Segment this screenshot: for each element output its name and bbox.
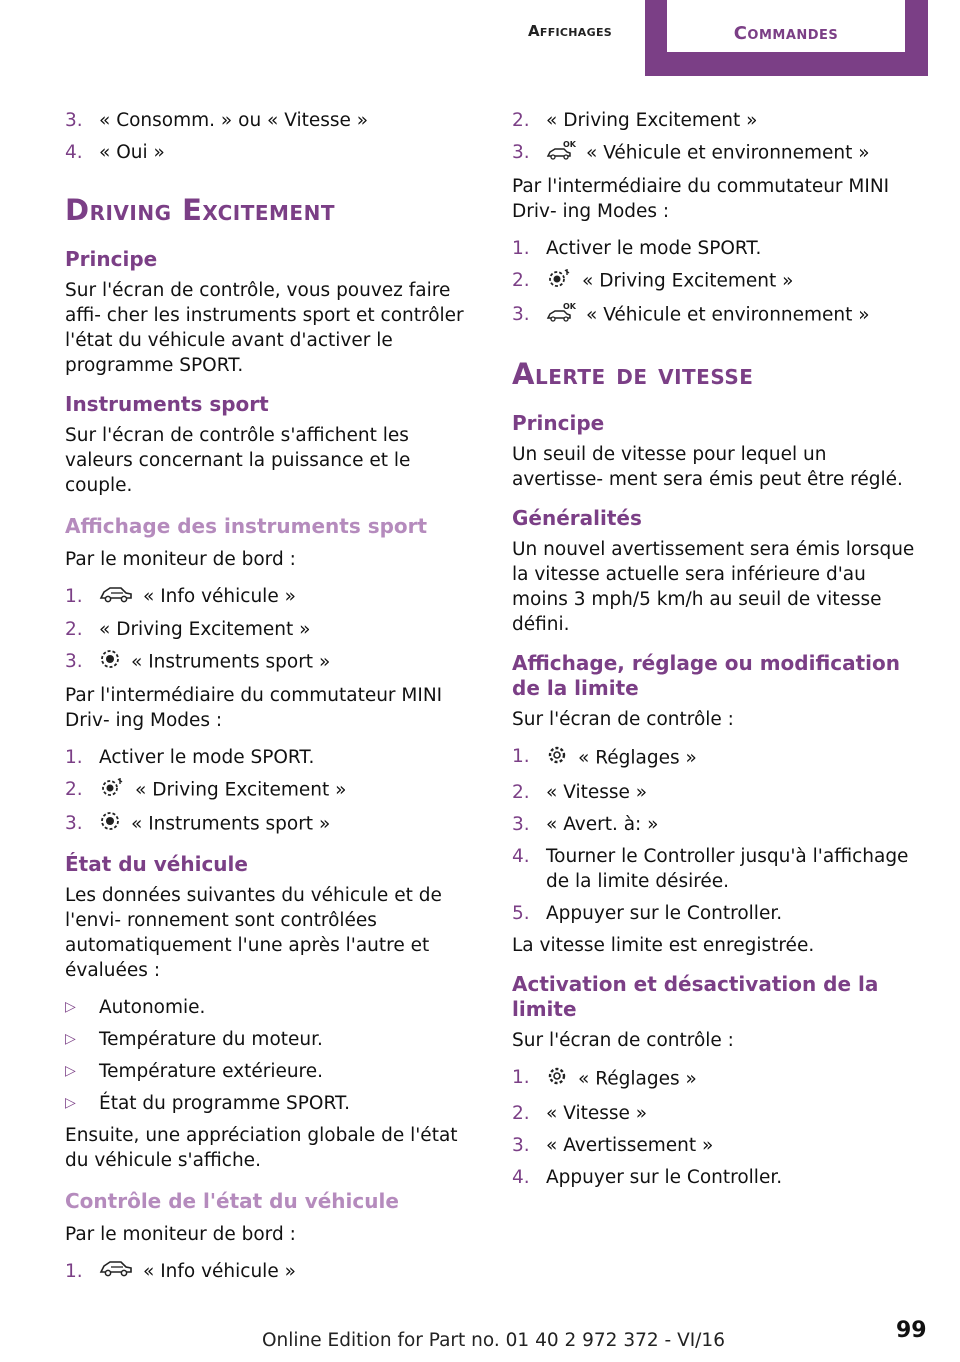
enregistree-text: La vitesse limite est enregistrée. [512,935,815,956]
section-title-alerte-vitesse: Alerte de vitesse [512,357,754,391]
triangle-bullet-icon: ▷ [65,1062,76,1079]
list-item [512,140,922,167]
list-item [65,777,475,804]
settings-gear-icon [546,744,568,773]
bullet-text: État du programme SPORT. [99,1092,350,1114]
driving-excitement-icon [546,268,572,295]
right-column [512,108,922,1197]
list-item [65,649,475,676]
tab-affichages[interactable]: Affichages [528,22,612,40]
list-number: 1. [512,1067,530,1088]
list-item [512,1133,922,1158]
list-text-wrap [99,649,475,676]
list-text: « Réglages » [578,1068,697,1090]
list-text: « Driving Excitement » [135,779,347,800]
list-number: 1. [65,746,83,768]
heading-affichage-instruments: Affichage des instruments sport [65,514,428,538]
instruments-text: Sur l'écran de contrôle s'affichent les valeurs concernant la puissance et le couple. [65,425,411,496]
etat-text: Les données suivantes du véhicule et de l'envi‐ ronnement sont contrôlées automatiquement l'une après l'autre et évaluées : [65,884,442,981]
list-text-wrap [546,1101,922,1126]
bullet-text: Température extérieure. [99,1060,324,1082]
list-item [65,108,475,133]
list-number: 3. [512,304,530,325]
list-text: « Véhicule et environnement » [586,304,870,326]
list-number: 1. [512,238,530,259]
commutateur-text-right: Par l'intermédiaire du commutateur MINI Driv‐ ing Modes : [512,176,890,222]
list-item [65,584,475,610]
list-number: 2. [512,1103,530,1124]
bullet-item [65,1059,475,1084]
list-item [512,268,922,295]
list-text: Tourner le Controller jusqu'à l'affichage de la limite désirée. [546,846,909,892]
page-number: 99 [896,1318,927,1343]
activation-text: Sur l'écran de contrôle : [512,1030,734,1051]
car-info-icon [99,1259,133,1284]
list-text-wrap [546,1133,922,1158]
list-number: 5. [512,903,530,924]
list-number: 1. [65,1260,83,1282]
list-text-wrap [546,1165,922,1190]
etat-bullets [65,995,475,1116]
heading-generalites: Généralités [512,506,642,530]
car-info-icon [99,585,133,610]
section-title-driving-excitement: Driving Excitement [65,193,335,227]
activation-list [512,1065,922,1190]
list-item [65,617,475,642]
tab-commandes[interactable] [645,0,928,76]
list-text-wrap [99,1259,475,1285]
continued-list [512,108,922,167]
list-text: « Info véhicule » [143,586,296,607]
page-header [0,0,960,80]
list-text-wrap [99,745,475,770]
list-text: « Réglages » [578,747,697,769]
list-text: « Vitesse » [546,1103,648,1124]
list-number: 1. [512,746,530,767]
list-text: « Consomm. » ou « Vitesse » [99,110,369,131]
list-number: 3. [512,1135,530,1156]
list-text-wrap [546,812,922,837]
list-text: Appuyer sur le Controller. [546,903,783,924]
list-text: « Oui » [99,142,165,163]
list-text-wrap [99,777,475,804]
list-text: « Driving Excitement » [582,270,794,292]
list-text-wrap [546,140,922,167]
list-item [512,302,922,329]
list-text-wrap [546,780,922,805]
heading-activation-limite: Activation et désactivation de la limite [512,972,879,1021]
controle-list [65,1259,475,1285]
list-text: « Driving Excitement » [99,618,311,640]
list-text-wrap [99,108,475,133]
list-text-wrap [546,268,922,295]
list-number: 2. [65,618,83,640]
list-text: « Avertissement » [546,1135,714,1156]
list-text: « Info véhicule » [143,1260,296,1282]
heading-instruments-sport: Instruments sport [65,392,269,416]
car-ok-icon [546,302,576,329]
heading-etat-vehicule: État du véhicule [65,851,248,876]
list-item [512,236,922,261]
list-number: 2. [512,782,530,803]
list-number: 4. [65,142,83,163]
list-number: 2. [512,270,530,291]
list-number: 3. [512,142,530,163]
list-text-wrap [546,108,922,133]
list-number: 3. [65,110,83,131]
bullet-text: Autonomie. [99,996,206,1018]
list-text-wrap [99,140,475,165]
sport-gauge-icon [99,649,121,676]
affichage-list [512,744,922,926]
list-item [512,108,922,133]
sport-gauge-icon [99,811,121,838]
list-item [65,1259,475,1285]
bullet-item [65,1091,475,1116]
affichage-text: Sur l'écran de contrôle : [512,709,734,730]
list-item [65,745,475,770]
moniteur-list [65,584,475,676]
list-text-wrap [546,844,922,894]
list-item [65,811,475,838]
list-item [512,901,922,926]
commutateur-list [65,745,475,838]
list-item [512,812,922,837]
list-text-wrap [546,901,922,926]
list-number: 1. [65,586,83,607]
list-item [65,140,475,165]
triangle-bullet-icon: ▷ [65,1094,76,1111]
list-text-wrap [99,617,475,642]
list-text-wrap [546,236,922,261]
triangle-bullet-icon: ▷ [65,1030,76,1047]
list-text: Activer le mode SPORT. [546,238,762,259]
list-text: « Véhicule et environnement » [586,142,870,164]
list-text: « Avert. à: » [546,814,659,835]
list-text: Appuyer sur le Controller. [546,1167,783,1188]
heading-principe-right: Principe [512,411,605,435]
principe-text: Sur l'écran de contrôle, vous pouvez faire affi‐ cher les instruments sport et contrôler l'état du véhicule avant d'activer le programme SPORT. [65,280,464,376]
list-number: 3. [65,812,83,834]
svg-text:OK: OK [563,302,576,311]
list-text-wrap [99,584,475,610]
commutateur-list-right [512,236,922,329]
list-number: 4. [512,846,530,867]
principe-text-right: Un seuil de vitesse pour lequel un avertisse‐ ment sera émis peut être réglé. [512,444,903,490]
list-text-wrap [99,811,475,838]
list-text-wrap [546,744,922,773]
list-item [512,780,922,805]
list-item [512,1065,922,1094]
list-item [512,1165,922,1190]
controle-text: Par le moniteur de bord : [65,1223,296,1245]
heading-principe: Principe [65,247,158,271]
list-item [512,744,922,773]
left-column [65,108,475,1291]
svg-text:OK: OK [563,140,576,149]
settings-gear-icon [546,1065,568,1094]
intro-list [65,108,475,165]
list-item [512,1101,922,1126]
list-text: « Vitesse » [546,782,648,803]
list-text: « Driving Excitement » [546,110,758,131]
bullet-text: Température du moteur. [99,1028,323,1050]
list-text-wrap [546,1065,922,1094]
list-item [512,844,922,894]
list-number: 3. [65,650,83,672]
commutateur-text: Par l'intermédiaire du commutateur MINI Driv‐ ing Modes : [65,684,443,731]
list-number: 4. [512,1167,530,1188]
list-number: 2. [65,778,83,800]
car-ok-icon [546,140,576,167]
bullet-item [65,995,475,1020]
driving-excitement-icon [99,777,125,804]
list-number: 2. [512,110,530,131]
footer-edition: Online Edition for Part no. 01 40 2 972 372 - VI/16 [262,1330,725,1351]
ensuite-text: Ensuite, une appréciation globale de l'état du véhicule s'affiche. [65,1124,458,1171]
triangle-bullet-icon: ▷ [65,998,76,1015]
generalites-text: Un nouvel avertissement sera émis lorsque la vitesse actuelle sera inférieure d'au moins 3 mph/5 km/h au seuil de vitesse défini. [512,539,915,635]
list-number: 3. [512,814,530,835]
list-text: Activer le mode SPORT. [99,746,315,768]
list-text-wrap [546,302,922,329]
heading-controle-etat: Contrôle de l'état du véhicule [65,1188,399,1213]
list-text: « Instruments sport » [131,813,331,834]
bullet-item [65,1027,475,1052]
heading-affichage-limite: Affichage, réglage ou modification de la limite [512,651,901,700]
tab-commandes-label: Commandes [667,0,905,52]
list-text: « Instruments sport » [131,651,331,672]
moniteur-text: Par le moniteur de bord : [65,549,296,570]
